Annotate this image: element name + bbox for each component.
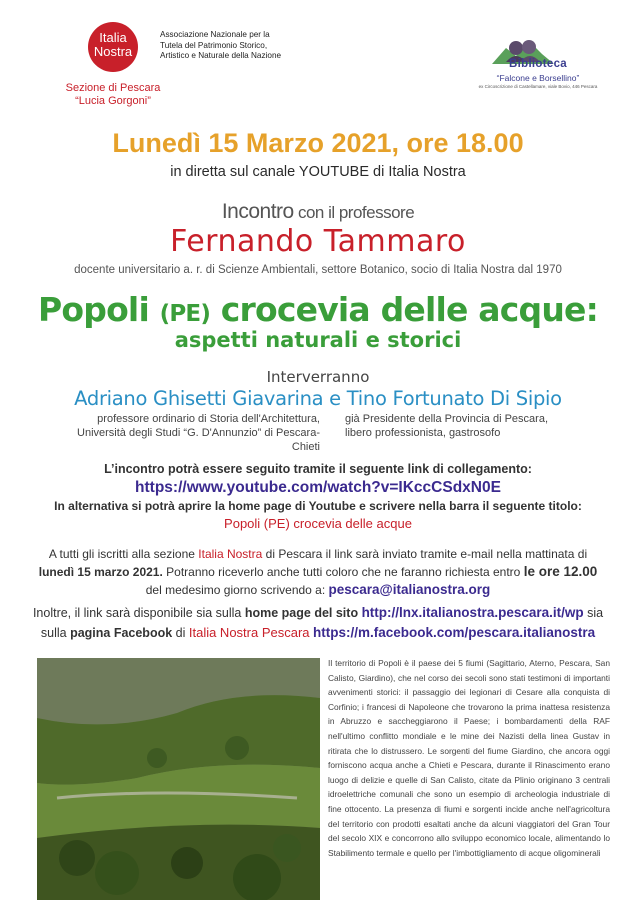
popoli-description: Il territorio di Popoli è il paese dei 5 fiumi (Sagittario, Aterno, Pescara, San Calisto, Giardino), che nel corso dei secoli sono stati testimoni di importanti avvenimenti storici: il passaggio dei legionari di Cesare alla conquista di Corfinio; i francesi di Napoleone che trovarono la prima inattesa resistenza in Abruzzo e saccheggiarono il Paese; i bombardamenti della RAF nell'ultimo conflitto mondiale e le mine dei Nazisti della linea Gustav in ritirata che lo distrussero. Le sorgenti del fiume Giardino, che ancora oggi forniscono acqua anche a Chieti e Pescara, durante il Rinascimento erano luogo di delizie e quelle di San Calisto, citate da Plinio originano 3 centrali idroelettriche comunali che sono un esempio di archeologia industriale di fine ottocento. La presenza di fiumi e sorgenti incide anche nell'agricoltura del territorio con prodotti esaltati anche da alcuni viaggiatori del Gran Tour del secolo XIX e concorrono allo sviluppo economico locale, alimentando lo Stabilimento termale e quello per l'imbottigliamento di acque oligominerali xyxy=(328,658,610,858)
guest2-line2: libero professionista, gastrosofo xyxy=(345,427,501,439)
italia-nostra-logo xyxy=(88,22,138,72)
title-pe: (PE) xyxy=(159,301,211,327)
access-alternative: In alternativa si potrà aprire la home page di Youtube e scrivere nella barra il seguente titolo: xyxy=(54,499,582,513)
guest-names: Adriano Ghisetti Giavarina e Tino Fortunato Di Sipio xyxy=(74,387,562,410)
reg-italia-nostra: Italia Nostra xyxy=(198,547,263,561)
availability-line2 xyxy=(0,623,636,643)
reg-a: A tutti gli iscritti alla sezione xyxy=(48,547,199,561)
access-intro: L’incontro potrà essere seguito tramite il seguente link di collegamento: xyxy=(104,462,532,476)
more-e: sulla xyxy=(40,626,71,640)
more-g: di xyxy=(172,626,189,640)
association-description xyxy=(160,30,330,62)
section-line1: Sezione di Pescara xyxy=(65,82,161,94)
incontro-heading xyxy=(0,200,636,224)
more-a: Inoltre, il link sarà disponibile sia sulla xyxy=(32,606,245,620)
guest2-bio xyxy=(345,412,565,440)
registration-line2 xyxy=(0,563,636,581)
association-line2: Tutela del Patrimonio Storico, xyxy=(160,40,268,50)
guest1-line2: Università degli Studi “G. D'Annunzio” di Pescara-Chieti xyxy=(77,427,320,453)
registration-line3 xyxy=(0,581,636,599)
more-d: sia xyxy=(583,606,604,620)
guest1-line1: professore ordinario di Storia dell'Architettura, xyxy=(97,413,320,425)
event-title xyxy=(0,290,636,329)
association-line1: Associazione Nazionale per la xyxy=(160,30,270,39)
site-link[interactable]: http://lnx.italianostra.pescara.it/wp xyxy=(361,605,584,620)
event-date: Lunedì 15 Marzo 2021, ore 18.00 xyxy=(112,128,524,158)
availability-line1 xyxy=(0,603,636,623)
incontro-small: con il professore xyxy=(293,203,415,222)
logo-line1: Italia xyxy=(99,30,127,45)
reg-g: del medesimo giorno scrivendo a: xyxy=(145,583,329,597)
logo-line2: Nostra xyxy=(93,44,133,59)
more-page-name: Italia Nostra Pescara xyxy=(188,625,310,640)
facebook-link[interactable]: https://m.facebook.com/pescara.italianostra xyxy=(313,625,596,640)
contact-email[interactable]: pescara@italianostra.org xyxy=(328,582,491,597)
more-homepage: home page del sito xyxy=(244,606,359,620)
title-part-b: crocevia delle acque: xyxy=(210,290,599,329)
guest2-line1: già Presidente della Provincia di Pescara, xyxy=(345,413,549,425)
registration-paragraph xyxy=(0,545,636,599)
availability-paragraph xyxy=(0,603,636,643)
landscape-photo xyxy=(37,658,320,900)
reg-e: Potranno riceverlo anche tutti coloro che ne faranno richiesta entro xyxy=(162,565,524,579)
section-line2: “Lucia Gorgoni” xyxy=(75,95,151,107)
reg-date: lunedì 15 marzo 2021. xyxy=(38,565,163,579)
incontro-big: Incontro xyxy=(221,200,294,223)
event-subtitle: aspetti naturali e storici xyxy=(174,328,462,352)
more-facebook-label: pagina Facebook xyxy=(70,626,173,640)
speaker-role: docente universitario a. r. di Scienze Ambientali, settore Botanico, socio di Italia Nostra dal 1970 xyxy=(74,264,562,276)
speaker-name: Fernando Tammaro xyxy=(170,224,466,259)
library-subtitle: “Falcone e Borsellino” xyxy=(496,73,580,83)
reg-deadline: le ore 12.00 xyxy=(523,564,598,579)
registration-line1 xyxy=(0,545,636,563)
interverranno-label: Interverranno xyxy=(266,368,370,386)
reg-c: di Pescara il link sarà inviato tramite e-mail nella mattinata di xyxy=(262,547,588,561)
association-line3: Artistico e Naturale della Nazione xyxy=(160,51,282,60)
title-part-a: Popoli xyxy=(37,290,160,329)
guest1-bio xyxy=(70,412,320,454)
library-name: Biblioteca xyxy=(509,58,567,70)
section-name xyxy=(58,82,168,108)
library-address: ex Circoscrizione di Castellamare, viale Bovio, 446 Pescara xyxy=(478,84,598,89)
youtube-link[interactable]: https://www.youtube.com/watch?v=IKccCSdxN0E xyxy=(135,479,501,496)
live-notice: in diretta sul canale YOUTUBE di Italia Nostra xyxy=(170,164,466,180)
search-title: Popoli (PE) crocevia delle acque xyxy=(224,516,412,531)
